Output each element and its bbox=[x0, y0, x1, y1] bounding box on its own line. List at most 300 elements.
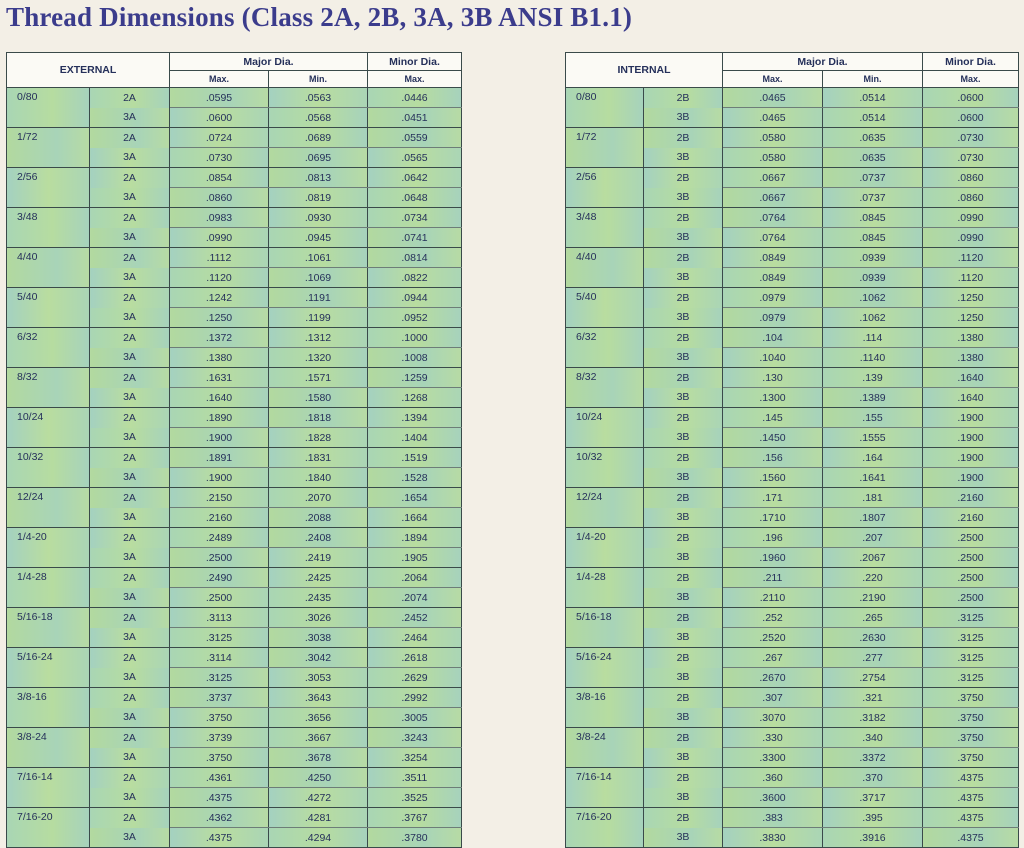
thread-size-cell: 1/72 bbox=[566, 128, 644, 168]
major-max-cell: .2490 bbox=[170, 568, 269, 588]
thread-size-cell: 1/4-20 bbox=[566, 528, 644, 568]
minor-max-cell: .1008 bbox=[368, 348, 462, 368]
major-min-cell: .3026 bbox=[269, 608, 368, 628]
major-max-cell: .2500 bbox=[170, 588, 269, 608]
minor-max-cell: .1640 bbox=[923, 368, 1019, 388]
class-cell: 3A bbox=[90, 548, 170, 568]
major-min-cell: .1840 bbox=[269, 468, 368, 488]
class-cell: 2B bbox=[644, 368, 723, 388]
class-cell: 3A bbox=[90, 588, 170, 608]
minor-max-cell: .1900 bbox=[923, 468, 1019, 488]
thread-size-cell: 3/8-16 bbox=[566, 688, 644, 728]
table-row bbox=[566, 528, 1019, 548]
major-min-cell: .0737 bbox=[823, 168, 923, 188]
table-row bbox=[566, 368, 1019, 388]
major-max-cell: .0854 bbox=[170, 168, 269, 188]
minor-max-cell: .2500 bbox=[923, 588, 1019, 608]
table-row bbox=[566, 88, 1019, 108]
minor-max-cell: .3125 bbox=[923, 608, 1019, 628]
minor-max-cell: .3767 bbox=[368, 808, 462, 828]
minor-max-cell: .0952 bbox=[368, 308, 462, 328]
table-row bbox=[7, 368, 462, 388]
major-min-cell: .155 bbox=[823, 408, 923, 428]
class-cell: 3B bbox=[644, 108, 723, 128]
major-min-cell: .4294 bbox=[269, 828, 368, 848]
major-min-cell: .0737 bbox=[823, 188, 923, 208]
minor-max-cell: .0860 bbox=[923, 168, 1019, 188]
class-cell: 2A bbox=[90, 768, 170, 788]
major-min-cell: .3678 bbox=[269, 748, 368, 768]
thread-size-cell: 2/56 bbox=[7, 168, 90, 208]
major-min-cell: .1641 bbox=[823, 468, 923, 488]
internal-header: INTERNAL bbox=[566, 53, 723, 88]
major-max-cell: .1372 bbox=[170, 328, 269, 348]
thread-size-cell: 10/24 bbox=[566, 408, 644, 448]
major-min-cell: .0930 bbox=[269, 208, 368, 228]
major-max-cell: .0667 bbox=[723, 188, 823, 208]
thread-size-cell: 1/4-20 bbox=[7, 528, 90, 568]
minor-max-cell: .1250 bbox=[923, 288, 1019, 308]
thread-size-cell: 8/32 bbox=[7, 368, 90, 408]
major-max-cell: .2150 bbox=[170, 488, 269, 508]
major-max-cell: .1450 bbox=[723, 428, 823, 448]
major-min-cell: .0514 bbox=[823, 108, 923, 128]
major-max-cell: .0979 bbox=[723, 288, 823, 308]
minor-max-cell: .0648 bbox=[368, 188, 462, 208]
major-min-cell: .3656 bbox=[269, 708, 368, 728]
class-cell: 3B bbox=[644, 228, 723, 248]
major-max-cell: .145 bbox=[723, 408, 823, 428]
table-row bbox=[566, 208, 1019, 228]
major-min-cell: .1828 bbox=[269, 428, 368, 448]
thread-size-cell: 6/32 bbox=[7, 328, 90, 368]
minor-max-cell: .0600 bbox=[923, 88, 1019, 108]
major-max-cell: .3113 bbox=[170, 608, 269, 628]
major-max-cell: .3739 bbox=[170, 728, 269, 748]
class-cell: 3A bbox=[90, 108, 170, 128]
minor-max-cell: .1900 bbox=[923, 448, 1019, 468]
minor-max-cell: .3750 bbox=[923, 688, 1019, 708]
class-cell: 2B bbox=[644, 328, 723, 348]
major-min-cell: .1061 bbox=[269, 248, 368, 268]
minor-max-cell: .3750 bbox=[923, 708, 1019, 728]
major-max-cell: .0465 bbox=[723, 88, 823, 108]
minor-max-cell: .2500 bbox=[923, 568, 1019, 588]
major-max-cell: .1890 bbox=[170, 408, 269, 428]
table-row bbox=[566, 168, 1019, 188]
major-max-cell: .1900 bbox=[170, 428, 269, 448]
minor-max-cell: .1905 bbox=[368, 548, 462, 568]
minor-max-cell: .1528 bbox=[368, 468, 462, 488]
thread-size-cell: 5/16-24 bbox=[7, 648, 90, 688]
major-max-cell: .1112 bbox=[170, 248, 269, 268]
thread-size-cell: 4/40 bbox=[566, 248, 644, 288]
minor-max-cell: .3780 bbox=[368, 828, 462, 848]
table-row bbox=[566, 488, 1019, 508]
table-row bbox=[7, 568, 462, 588]
major-min-cell: .1807 bbox=[823, 508, 923, 528]
minor-max-cell: .1664 bbox=[368, 508, 462, 528]
major-max-cell: .2520 bbox=[723, 628, 823, 648]
class-cell: 3B bbox=[644, 348, 723, 368]
major-min-cell: .3916 bbox=[823, 828, 923, 848]
class-cell: 2A bbox=[90, 808, 170, 828]
minor-max-cell: .4375 bbox=[923, 828, 1019, 848]
class-cell: 3B bbox=[644, 508, 723, 528]
major-max-cell: .3750 bbox=[170, 708, 269, 728]
major-max-cell: .2670 bbox=[723, 668, 823, 688]
class-cell: 3B bbox=[644, 628, 723, 648]
table-row bbox=[7, 488, 462, 508]
major-max-cell: .3300 bbox=[723, 748, 823, 768]
major-max-cell: .3070 bbox=[723, 708, 823, 728]
major-min-cell: .3372 bbox=[823, 748, 923, 768]
major-min-cell: .0845 bbox=[823, 208, 923, 228]
major-min-cell: .2435 bbox=[269, 588, 368, 608]
table-row bbox=[7, 408, 462, 428]
minor-max-cell: .2074 bbox=[368, 588, 462, 608]
major-min-cell: .1199 bbox=[269, 308, 368, 328]
major-min-cell: .2088 bbox=[269, 508, 368, 528]
class-cell: 2B bbox=[644, 488, 723, 508]
minor-max-cell: .4375 bbox=[923, 768, 1019, 788]
class-cell: 3B bbox=[644, 788, 723, 808]
major-max-cell: .2489 bbox=[170, 528, 269, 548]
major-max-cell: .1640 bbox=[170, 388, 269, 408]
major-max-cell: .0600 bbox=[170, 108, 269, 128]
minor-max-cell: .0600 bbox=[923, 108, 1019, 128]
class-cell: 3B bbox=[644, 548, 723, 568]
major-max-cell: .0580 bbox=[723, 128, 823, 148]
class-cell: 3A bbox=[90, 708, 170, 728]
major-max-cell: .1900 bbox=[170, 468, 269, 488]
class-cell: 2A bbox=[90, 248, 170, 268]
thread-size-cell: 3/8-16 bbox=[7, 688, 90, 728]
class-cell: 3B bbox=[644, 188, 723, 208]
major-min-cell: .220 bbox=[823, 568, 923, 588]
major-min-cell: .1320 bbox=[269, 348, 368, 368]
thread-size-cell: 7/16-14 bbox=[7, 768, 90, 808]
class-cell: 2B bbox=[644, 448, 723, 468]
class-cell: 3A bbox=[90, 188, 170, 208]
minor-max-cell: .0741 bbox=[368, 228, 462, 248]
minor-max-cell: .1394 bbox=[368, 408, 462, 428]
minor-max-cell: .3005 bbox=[368, 708, 462, 728]
major-max-cell: .0979 bbox=[723, 308, 823, 328]
class-cell: 2B bbox=[644, 808, 723, 828]
minor-max-cell: .2464 bbox=[368, 628, 462, 648]
major-min-cell: .3643 bbox=[269, 688, 368, 708]
minor-max-cell: .0814 bbox=[368, 248, 462, 268]
major-max-cell: .2160 bbox=[170, 508, 269, 528]
table-row bbox=[566, 328, 1019, 348]
major-max-cell: .156 bbox=[723, 448, 823, 468]
major-dia-header: Major Dia. bbox=[723, 53, 923, 71]
minor-max-cell: .0642 bbox=[368, 168, 462, 188]
major-max-cell: .2500 bbox=[170, 548, 269, 568]
class-cell: 2A bbox=[90, 568, 170, 588]
major-max-cell: .0595 bbox=[170, 88, 269, 108]
minor-max-cell: .4375 bbox=[923, 808, 1019, 828]
class-cell: 2A bbox=[90, 128, 170, 148]
class-cell: 3B bbox=[644, 428, 723, 448]
major-min-cell: .3038 bbox=[269, 628, 368, 648]
table-row bbox=[566, 688, 1019, 708]
table-row bbox=[7, 128, 462, 148]
class-cell: 2B bbox=[644, 208, 723, 228]
table-row bbox=[566, 568, 1019, 588]
class-cell: 3A bbox=[90, 628, 170, 648]
minor-max-cell: .1268 bbox=[368, 388, 462, 408]
major-min-cell: .3667 bbox=[269, 728, 368, 748]
thread-size-cell: 5/40 bbox=[7, 288, 90, 328]
major-min-cell: .2190 bbox=[823, 588, 923, 608]
class-cell: 3B bbox=[644, 468, 723, 488]
thread-size-cell: 0/80 bbox=[7, 88, 90, 128]
major-max-cell: .3125 bbox=[170, 628, 269, 648]
class-cell: 2A bbox=[90, 448, 170, 468]
major-min-cell: .181 bbox=[823, 488, 923, 508]
minor-max-cell: .3511 bbox=[368, 768, 462, 788]
table-row bbox=[7, 248, 462, 268]
major-min-cell: .1062 bbox=[823, 288, 923, 308]
major-max-cell: .360 bbox=[723, 768, 823, 788]
table-row bbox=[7, 768, 462, 788]
table-row bbox=[566, 768, 1019, 788]
minor-max-header: Max. bbox=[923, 71, 1019, 88]
minor-max-header: Max. bbox=[368, 71, 462, 88]
thread-size-cell: 10/32 bbox=[7, 448, 90, 488]
major-min-cell: .0939 bbox=[823, 248, 923, 268]
minor-max-cell: .2629 bbox=[368, 668, 462, 688]
major-min-cell: .0514 bbox=[823, 88, 923, 108]
major-max-cell: .4362 bbox=[170, 808, 269, 828]
major-min-cell: .2425 bbox=[269, 568, 368, 588]
minor-max-cell: .1120 bbox=[923, 268, 1019, 288]
class-cell: 3B bbox=[644, 668, 723, 688]
major-max-cell: .3830 bbox=[723, 828, 823, 848]
major-min-cell: .0813 bbox=[269, 168, 368, 188]
table-row bbox=[566, 128, 1019, 148]
major-min-cell: .2070 bbox=[269, 488, 368, 508]
major-max-cell: .0849 bbox=[723, 268, 823, 288]
major-min-cell: .2754 bbox=[823, 668, 923, 688]
minor-max-cell: .0730 bbox=[923, 148, 1019, 168]
major-max-cell: .1631 bbox=[170, 368, 269, 388]
thread-size-cell: 5/16-18 bbox=[566, 608, 644, 648]
thread-size-cell: 3/8-24 bbox=[566, 728, 644, 768]
minor-max-cell: .2160 bbox=[923, 488, 1019, 508]
thread-size-cell: 3/48 bbox=[7, 208, 90, 248]
minor-max-cell: .0446 bbox=[368, 88, 462, 108]
table-row bbox=[566, 408, 1019, 428]
major-max-cell: .3750 bbox=[170, 748, 269, 768]
class-cell: 2B bbox=[644, 728, 723, 748]
major-min-cell: .2419 bbox=[269, 548, 368, 568]
minor-max-cell: .3125 bbox=[923, 648, 1019, 668]
minor-max-cell: .1900 bbox=[923, 428, 1019, 448]
major-min-cell: .0568 bbox=[269, 108, 368, 128]
table-row bbox=[7, 208, 462, 228]
external-table-body bbox=[7, 88, 462, 848]
class-cell: 2A bbox=[90, 208, 170, 228]
minor-max-cell: .1000 bbox=[368, 328, 462, 348]
class-cell: 2B bbox=[644, 608, 723, 628]
thread-size-cell: 1/4-28 bbox=[7, 568, 90, 608]
minor-max-cell: .0944 bbox=[368, 288, 462, 308]
major-max-cell: .383 bbox=[723, 808, 823, 828]
thread-size-cell: 7/16-20 bbox=[566, 808, 644, 848]
major-min-cell: .0695 bbox=[269, 148, 368, 168]
major-min-cell: .164 bbox=[823, 448, 923, 468]
minor-max-cell: .3125 bbox=[923, 628, 1019, 648]
thread-size-cell: 1/72 bbox=[7, 128, 90, 168]
major-max-cell: .1960 bbox=[723, 548, 823, 568]
minor-max-cell: .2992 bbox=[368, 688, 462, 708]
major-min-cell: .4272 bbox=[269, 788, 368, 808]
external-thread-table bbox=[6, 52, 462, 848]
class-cell: 2B bbox=[644, 168, 723, 188]
major-max-cell: .0580 bbox=[723, 148, 823, 168]
major-max-cell: .0860 bbox=[170, 188, 269, 208]
major-min-cell: .2630 bbox=[823, 628, 923, 648]
minor-max-cell: .3750 bbox=[923, 748, 1019, 768]
minor-max-cell: .0451 bbox=[368, 108, 462, 128]
major-max-cell: .0764 bbox=[723, 208, 823, 228]
thread-size-cell: 4/40 bbox=[7, 248, 90, 288]
minor-max-cell: .0860 bbox=[923, 188, 1019, 208]
table-row bbox=[7, 88, 462, 108]
minor-max-cell: .0730 bbox=[923, 128, 1019, 148]
minor-max-cell: .1654 bbox=[368, 488, 462, 508]
table-row bbox=[7, 448, 462, 468]
minor-max-cell: .3125 bbox=[923, 668, 1019, 688]
thread-size-cell: 6/32 bbox=[566, 328, 644, 368]
minor-max-cell: .0734 bbox=[368, 208, 462, 228]
major-min-cell: .0635 bbox=[823, 148, 923, 168]
thread-size-cell: 7/16-20 bbox=[7, 808, 90, 848]
class-cell: 3A bbox=[90, 348, 170, 368]
major-min-cell: .1312 bbox=[269, 328, 368, 348]
minor-max-cell: .1250 bbox=[923, 308, 1019, 328]
minor-max-cell: .2160 bbox=[923, 508, 1019, 528]
major-max-cell: .252 bbox=[723, 608, 823, 628]
class-cell: 3B bbox=[644, 828, 723, 848]
major-min-cell: .1818 bbox=[269, 408, 368, 428]
major-min-cell: .139 bbox=[823, 368, 923, 388]
major-min-cell: .1571 bbox=[269, 368, 368, 388]
major-min-header: Min. bbox=[823, 71, 923, 88]
minor-max-cell: .2064 bbox=[368, 568, 462, 588]
minor-max-cell: .1404 bbox=[368, 428, 462, 448]
thread-size-cell: 12/24 bbox=[7, 488, 90, 528]
class-cell: 2B bbox=[644, 528, 723, 548]
class-cell: 3A bbox=[90, 508, 170, 528]
table-row bbox=[7, 648, 462, 668]
major-max-cell: .211 bbox=[723, 568, 823, 588]
major-max-cell: .4361 bbox=[170, 768, 269, 788]
major-min-cell: .0635 bbox=[823, 128, 923, 148]
major-min-header: Min. bbox=[269, 71, 368, 88]
table-row bbox=[7, 808, 462, 828]
class-cell: 2A bbox=[90, 648, 170, 668]
major-min-cell: .0563 bbox=[269, 88, 368, 108]
major-max-cell: .0465 bbox=[723, 108, 823, 128]
major-min-cell: .2408 bbox=[269, 528, 368, 548]
minor-max-cell: .0565 bbox=[368, 148, 462, 168]
thread-size-cell: 5/40 bbox=[566, 288, 644, 328]
major-max-cell: .0764 bbox=[723, 228, 823, 248]
table-row bbox=[566, 288, 1019, 308]
major-min-cell: .2067 bbox=[823, 548, 923, 568]
table-row bbox=[7, 528, 462, 548]
major-max-cell: .330 bbox=[723, 728, 823, 748]
major-max-cell: .1710 bbox=[723, 508, 823, 528]
major-max-cell: .1242 bbox=[170, 288, 269, 308]
minor-max-cell: .3254 bbox=[368, 748, 462, 768]
major-min-cell: .1062 bbox=[823, 308, 923, 328]
major-min-cell: .4281 bbox=[269, 808, 368, 828]
minor-max-cell: .0990 bbox=[923, 228, 1019, 248]
major-max-cell: .3737 bbox=[170, 688, 269, 708]
class-cell: 3B bbox=[644, 388, 723, 408]
major-max-cell: .1120 bbox=[170, 268, 269, 288]
page-title: Thread Dimensions (Class 2A, 2B, 3A, 3B ANSI B1.1) bbox=[6, 2, 633, 32]
major-max-cell: .171 bbox=[723, 488, 823, 508]
thread-size-cell: 1/4-28 bbox=[566, 568, 644, 608]
major-max-cell: .0849 bbox=[723, 248, 823, 268]
thread-size-cell: 7/16-14 bbox=[566, 768, 644, 808]
major-min-cell: .321 bbox=[823, 688, 923, 708]
table-row bbox=[7, 728, 462, 748]
major-min-cell: .114 bbox=[823, 328, 923, 348]
major-max-cell: .4375 bbox=[170, 788, 269, 808]
major-max-cell: .1250 bbox=[170, 308, 269, 328]
major-max-cell: .267 bbox=[723, 648, 823, 668]
major-min-cell: .0945 bbox=[269, 228, 368, 248]
class-cell: 2A bbox=[90, 368, 170, 388]
class-cell: 3B bbox=[644, 148, 723, 168]
major-max-cell: .0730 bbox=[170, 148, 269, 168]
major-max-cell: .2110 bbox=[723, 588, 823, 608]
class-cell: 2B bbox=[644, 568, 723, 588]
major-min-cell: .1555 bbox=[823, 428, 923, 448]
class-cell: 2A bbox=[90, 728, 170, 748]
external-header: EXTERNAL bbox=[7, 53, 170, 88]
major-min-cell: .370 bbox=[823, 768, 923, 788]
major-min-cell: .340 bbox=[823, 728, 923, 748]
major-min-cell: .3042 bbox=[269, 648, 368, 668]
thread-size-cell: 2/56 bbox=[566, 168, 644, 208]
class-cell: 3A bbox=[90, 668, 170, 688]
major-min-cell: .277 bbox=[823, 648, 923, 668]
major-max-cell: .0724 bbox=[170, 128, 269, 148]
class-cell: 2B bbox=[644, 128, 723, 148]
major-min-cell: .0689 bbox=[269, 128, 368, 148]
class-cell: 2A bbox=[90, 408, 170, 428]
major-max-header: Max. bbox=[723, 71, 823, 88]
table-row bbox=[7, 688, 462, 708]
class-cell: 2A bbox=[90, 288, 170, 308]
class-cell: 2A bbox=[90, 488, 170, 508]
minor-dia-header: Minor Dia. bbox=[923, 53, 1019, 71]
table-row bbox=[566, 648, 1019, 668]
major-max-header: Max. bbox=[170, 71, 269, 88]
table-row bbox=[7, 288, 462, 308]
class-cell: 2B bbox=[644, 248, 723, 268]
class-cell: 2B bbox=[644, 408, 723, 428]
class-cell: 3A bbox=[90, 388, 170, 408]
